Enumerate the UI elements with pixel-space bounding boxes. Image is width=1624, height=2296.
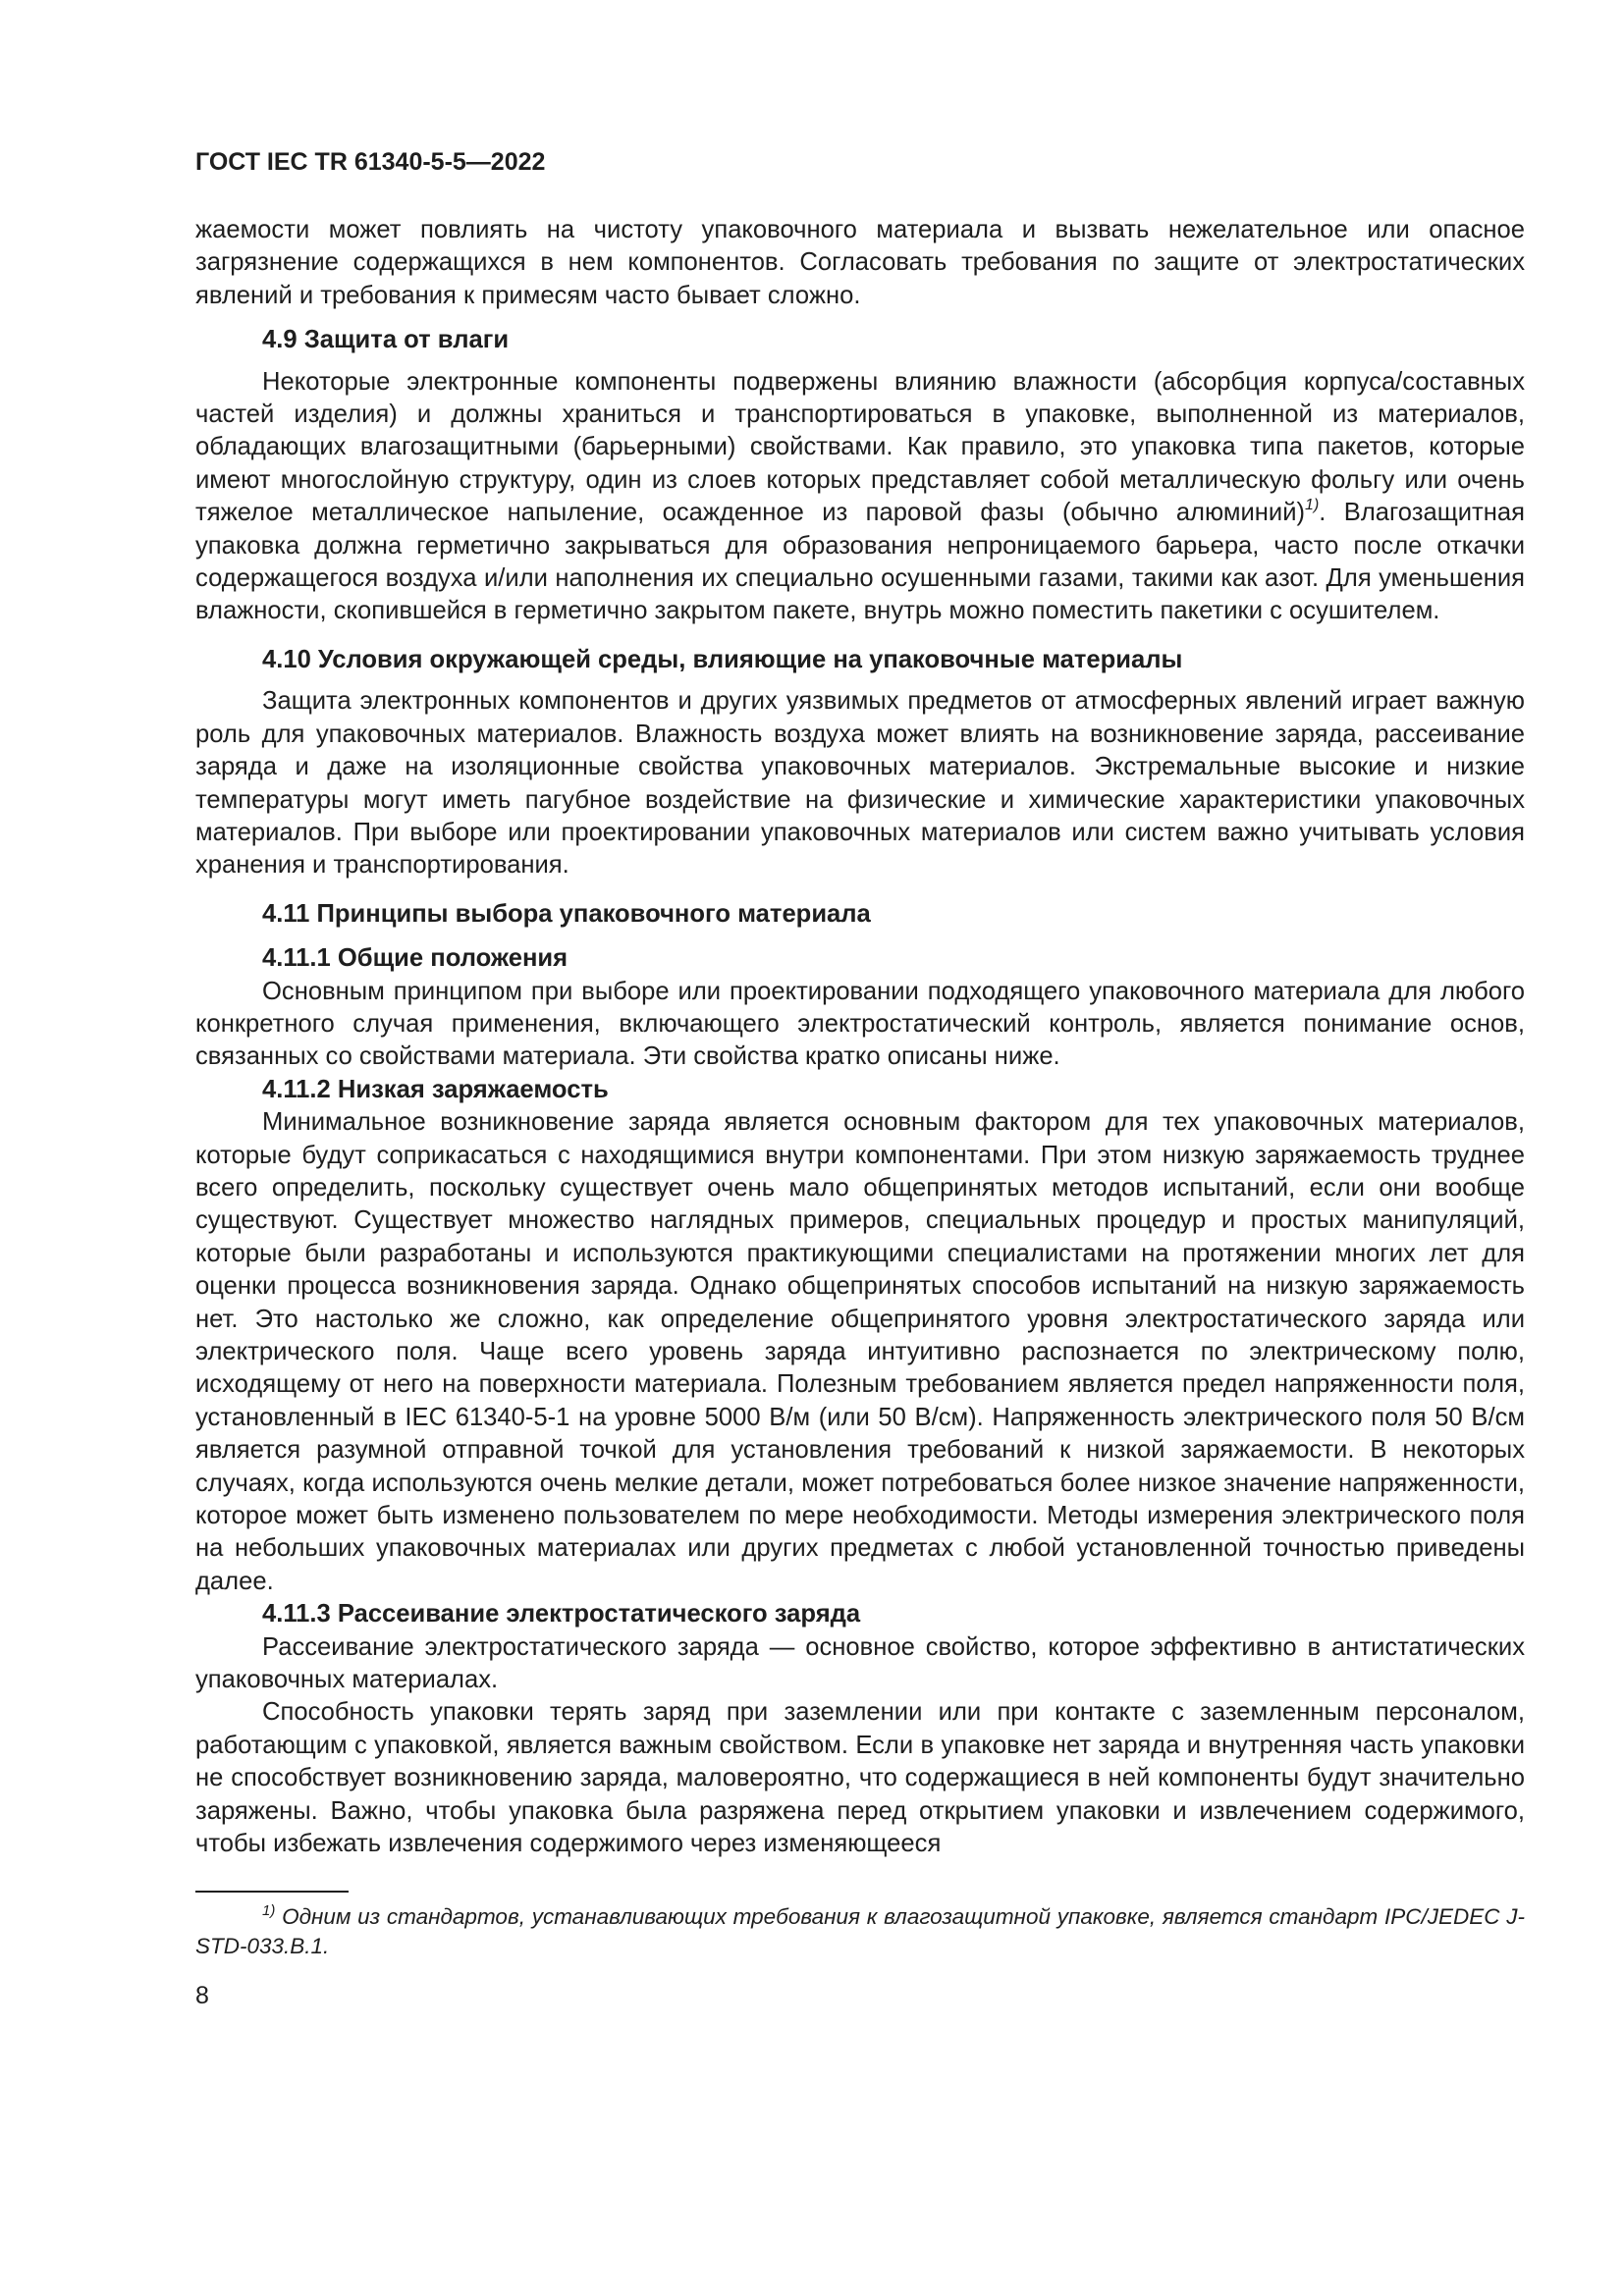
- section-4-11-heading: 4.11 Принципы выбора упаковочного материала: [262, 899, 871, 928]
- section-4-11-1-paragraph: Основным принципом при выборе или проектировании подходящего упаковочного материала для любого конкретного случая применения, включающего электростатический контроль, является понимание основ, связанных со свойствами материала. Эти свойства кратко описаны ниже.: [195, 977, 1525, 1071]
- section-4-11-2-heading: 4.11.2 Низкая заряжаемость: [262, 1075, 609, 1103]
- section-4-10-heading: 4.10 Условия окружающей среды, влияющие на упаковочные материалы: [262, 645, 1183, 673]
- footnote-text: Одним из стандартов, устанавливающих требования к влагозащитной упаковке, является стандарт IPC/JEDEC J-STD-033.B.1.: [195, 1903, 1525, 1958]
- footnote-divider: [195, 1891, 349, 1893]
- section-4-11-1-heading: 4.11.1 Общие положения: [262, 944, 568, 973]
- section-4-11-3-heading: 4.11.3 Рассеивание электростатического заряда: [262, 1600, 861, 1629]
- section-4-11-3-paragraph-1: Рассеивание электростатического заряда — основное свойство, которое эффективно в антистатических упаковочных материалах.: [195, 1632, 1525, 1694]
- intro-paragraph: жаемости может повлиять на чистоту упаковочного материала и вызвать нежелательное или опасное загрязнение содержащихся в нем компонентов. Согласовать требования по защите от электростатических явлений и требования к примесям часто бывает сложно.: [195, 216, 1525, 309]
- section-4-9-text-end: . Влагозащитная упаковка должна герметично закрываться для образования непроницаемого барьера, часто после откачки содержащегося воздуха и/или наполнения их специально осушенными газами, такими как азот. Для уменьшения влажности, скопившейся в герметично закрытом пакете, внутрь можно поместить пакетики с осушителем.: [195, 499, 1525, 625]
- section-4-11-3-paragraph-2: Способность упаковки терять заряд при заземлении или при контакте с заземленным персоналом, работающим с упаковкой, является важным свойством. Если в упаковке нет заряда и внутренняя часть упаковки не способствует возникновению заряда, маловероятно, что содержащиеся в ней компоненты будут значительно заряжены. Важно, чтобы упаковка была разряжена перед открытием упаковки и извлечением содержимого, чтобы избежать извлечения содержимого через изменяющееся: [195, 1698, 1525, 1858]
- section-4-9-heading: 4.9 Защита от влаги: [262, 326, 510, 354]
- section-4-11-2-paragraph: Минимальное возникновение заряда является основным фактором для тех упаковочных материалов, которые будут соприкасаться с находящимися внутри компонентами. При этом низкую заряжаемость труднее всего определить, поскольку существует очень мало общепринятых методов испытаний, если они вообще существуют. Существует множество наглядных примеров, специальных процедур и простых манипуляций, которые были разработаны и используются практикующими специалистами на протяжении многих лет для оценки процесса возникновения заряда. Однако общепринятых способов испытаний на низкую заряжаемость нет. Это настолько же сложно, как определение общепринятого уровня электростатического заряда или электрического поля. Чаще всего уровень заряда интуитивно распознается по электрическому полю, исходящему от него на поверхности материала. Полезным требованием является предел напряженности поля, установленный в IEC 61340-5-1 на уровне 5000 В/м (или 50 В/см). Напряженность электрического поля 50 В/см является разумной отправной точкой для установления требований к низкой заряжаемости. В некоторых случаях, когда используются очень мелкие детали, может потребоваться более низкое значение напряженности, которое может быть изменено пользователем по мере необходимости. Методы измерения электрического поля на небольших упаковочных материалах или других предметах с любой установленной точностью приведены далее.: [195, 1108, 1525, 1595]
- section-4-9-paragraph: [195, 366, 1525, 628]
- footnote: [195, 1902, 1525, 1961]
- document-page: [195, 147, 1525, 2268]
- page-number: 8: [195, 1981, 209, 2009]
- footnote-marker: 1): [262, 1901, 276, 1919]
- section-4-10-paragraph: Защита электронных компонентов и других уязвимых предметов от атмосферных явлений играет важную роль для упаковочных материалов. Влажность воздуха может влиять на возникновение заряда, рассеивание заряда и даже на изоляционные свойства упаковочных материалов. Экстремальные высокие и низкие температуры могут иметь пагубное воздействие на физические и химические характеристики упаковочных материалов. При выборе или проектировании упаковочных материалов или систем важно учитывать условия хранения и транспортирования.: [195, 687, 1525, 880]
- document-header: ГОСТ IEC TR 61340-5-5—2022: [195, 148, 546, 176]
- footnote-reference: 1): [1305, 497, 1320, 514]
- section-4-9-text-start: Некоторые электронные компоненты подвержены влиянию влажности (абсорбция корпуса/составных частей изделия) и должны храниться и транспортироваться в упаковке, выполненной из материалов, обладающих влагозащитными (барьерными) свойствами. Как правило, это упаковка типа пакетов, которые имеют многослойную структуру, один из слоев которых представляет собой металлическую фольгу или очень тяжелое металлическое напыление, осажденное из паровой фазы (обычно алюминий): [195, 367, 1525, 527]
